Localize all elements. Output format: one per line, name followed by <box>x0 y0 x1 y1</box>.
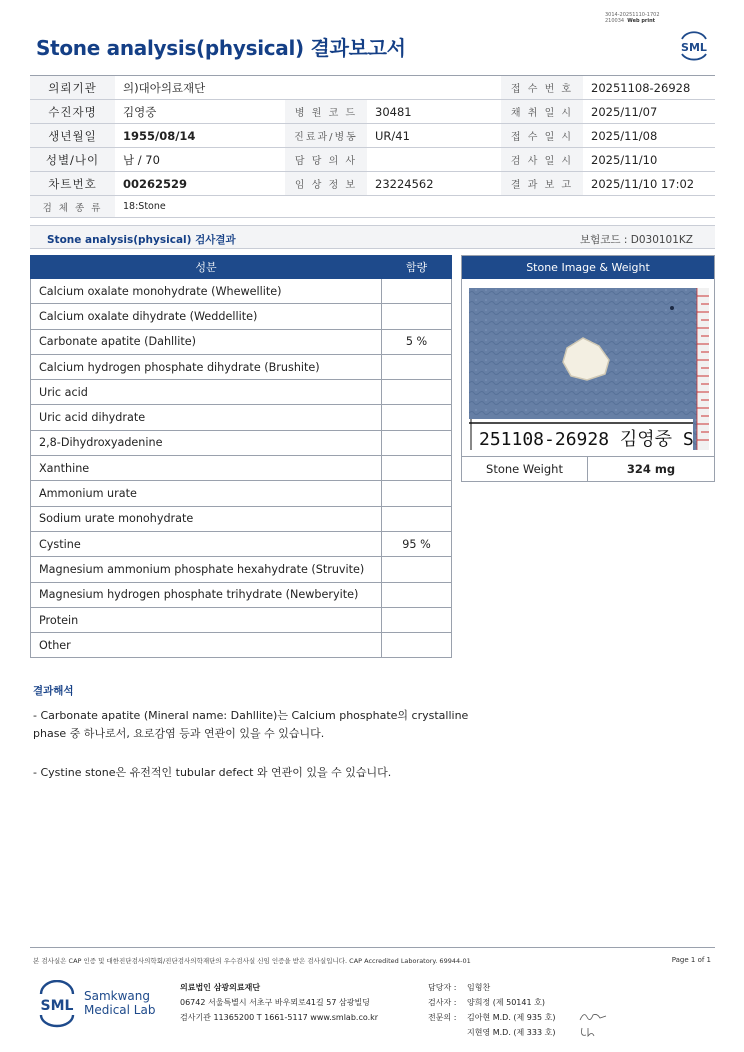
result-section-header <box>30 225 715 249</box>
component-name: Sodium urate monohydrate <box>31 506 382 531</box>
stone-panel-title: Stone Image & Weight <box>462 256 714 279</box>
component-amount: 95 % <box>382 531 452 556</box>
component-name: Carbonate apatite (Dahllite) <box>31 329 382 354</box>
patient-info-table <box>30 75 715 218</box>
doc-code-line2: 210034 <box>605 18 625 24</box>
component-amount <box>382 582 452 607</box>
brand-line: Samkwang <box>84 989 150 1003</box>
info-label: 채 취 일 시 <box>501 100 583 124</box>
info-value: 김영중 <box>115 100 285 124</box>
component-amount <box>382 430 452 455</box>
component-name: Xanthine <box>31 456 382 481</box>
table-row <box>31 380 452 405</box>
insurance-code: 보험코드 : D030101KZ <box>579 234 693 246</box>
component-amount <box>382 633 452 658</box>
svg-text:SML: SML <box>681 41 707 54</box>
staff-row <box>428 980 555 995</box>
table-row <box>31 506 452 531</box>
info-label: 생년월일 <box>30 124 115 148</box>
stone-image-panel <box>461 255 715 482</box>
staff-role: 검사자 : <box>428 998 457 1007</box>
staff-row <box>428 1010 555 1025</box>
sml-logo-icon <box>676 28 712 62</box>
component-name: Uric acid <box>31 380 382 405</box>
info-row <box>30 172 715 196</box>
table-row <box>31 607 452 632</box>
info-label: 접 수 일 시 <box>501 124 583 148</box>
staff-name: 임형찬 <box>467 983 491 992</box>
info-value: 남 / 70 <box>115 148 285 172</box>
interpretation-title: 결과해석 <box>33 685 74 697</box>
staff-name: 양희정 (제 50141 호) <box>467 998 545 1007</box>
info-label: 담 당 의 사 <box>285 148 367 172</box>
staff-role: 담당자 : <box>428 983 457 992</box>
accreditation-note: 본 검사실은 CAP 인증 및 대한진단검사의학회/진단검사의학재단의 우수검사실 신임 인증을 받은 검사실입니다. CAP Accredited Laboratory. 69944-01 <box>33 957 471 965</box>
component-amount: 5 % <box>382 329 452 354</box>
table-row <box>31 531 452 556</box>
component-column-header: 성분 <box>31 256 382 279</box>
component-name: Calcium oxalate monohydrate (Whewellite) <box>31 279 382 304</box>
info-value <box>367 148 501 172</box>
info-label: 검 체 종 류 <box>30 196 115 218</box>
stone-weight-value: 324 mg <box>626 462 676 476</box>
signature-image <box>578 1025 608 1039</box>
component-amount <box>382 557 452 582</box>
info-value: 2025/11/08 <box>583 124 715 148</box>
info-label: 병 원 코 드 <box>285 100 367 124</box>
info-label: 검 사 일 시 <box>501 148 583 172</box>
info-value: 2025/11/10 <box>583 148 715 172</box>
stone-photo-image <box>469 288 709 450</box>
org-contact: 검사기관 11365200 T 1661-5117 www.smlab.co.kr <box>180 1013 379 1022</box>
info-row <box>30 148 715 172</box>
signature-image <box>578 1009 608 1023</box>
svg-text:SML: SML <box>40 998 74 1014</box>
brand-line: Medical Lab <box>84 1003 156 1017</box>
component-amount <box>382 607 452 632</box>
doc-code-line1: 3014-20251110-1702 <box>605 12 660 18</box>
info-label: 진료과/병동 <box>285 124 367 148</box>
info-label: 차트번호 <box>30 172 115 196</box>
stone-photo <box>469 288 709 450</box>
staff-name: 김아현 M.D. (제 935 호) <box>467 1013 556 1022</box>
amount-column-header: 함량 <box>382 256 452 279</box>
component-amount <box>382 456 452 481</box>
section-title: Stone analysis(physical) 검사결과 <box>47 234 236 246</box>
table-row <box>31 304 452 329</box>
interpretation-line: - Cystine stone은 유전적인 tubular defect 와 연관이 있을 수 있습니다. <box>33 766 392 779</box>
info-value: 2025/11/10 17:02 <box>583 172 715 196</box>
table-row <box>31 582 452 607</box>
component-name: Cystine <box>31 531 382 556</box>
org-address: 06742 서울특별시 서초구 바우뫼로41길 57 삼광빌딩 <box>180 998 370 1007</box>
document-code <box>605 12 660 24</box>
table-row <box>31 633 452 658</box>
info-value: 23224562 <box>367 172 501 196</box>
stone-weight-label: Stone Weight <box>462 457 588 482</box>
info-row <box>30 100 715 124</box>
info-value: 18:Stone <box>115 196 715 218</box>
component-name: 2,8-Dihydroxyadenine <box>31 430 382 455</box>
info-value: 의)대아의료재단 <box>115 76 501 100</box>
footer-divider <box>30 947 715 948</box>
info-label: 접 수 번 호 <box>501 76 583 100</box>
table-row <box>31 456 452 481</box>
table-row <box>31 481 452 506</box>
info-value: 1955/08/14 <box>115 124 285 148</box>
component-name: Other <box>31 633 382 658</box>
table-row <box>31 405 452 430</box>
component-amount <box>382 279 452 304</box>
info-label: 결 과 보 고 <box>501 172 583 196</box>
table-row <box>31 354 452 379</box>
component-name: Calcium hydrogen phosphate dihydrate (Brushite) <box>31 354 382 379</box>
component-amount <box>382 481 452 506</box>
staff-role: 전문의 : <box>428 1013 457 1022</box>
info-row <box>30 124 715 148</box>
info-value: 2025/11/07 <box>583 100 715 124</box>
info-value: 00262529 <box>115 172 285 196</box>
component-amount <box>382 304 452 329</box>
page-number: Page 1 of 1 <box>671 956 711 964</box>
interpretation-line: - Carbonate apatite (Mineral name: Dahllite)는 Calcium phosphate의 crystalline <box>33 709 469 722</box>
info-label: 성별/나이 <box>30 148 115 172</box>
info-label: 의뢰기관 <box>30 76 115 100</box>
staff-name: 지현영 M.D. (제 333 호) <box>467 1028 556 1037</box>
component-name: Magnesium ammonium phosphate hexahydrate (Struvite) <box>31 557 382 582</box>
component-name: Calcium oxalate dihydrate (Weddellite) <box>31 304 382 329</box>
staff-row <box>428 995 555 1010</box>
brand-name <box>84 989 155 1017</box>
staff-list <box>428 980 555 1040</box>
component-amount <box>382 380 452 405</box>
report-title: Stone analysis(physical) 결과보고서 <box>36 36 406 60</box>
component-amount <box>382 354 452 379</box>
web-print-label: Web print <box>627 18 656 24</box>
table-row <box>31 279 452 304</box>
info-label: 임 상 정 보 <box>285 172 367 196</box>
info-value: 20251108-26928 <box>583 76 715 100</box>
component-name: Uric acid dihydrate <box>31 405 382 430</box>
component-amount <box>382 405 452 430</box>
component-name: Ammonium urate <box>31 481 382 506</box>
info-value: 30481 <box>367 100 501 124</box>
info-row <box>30 76 715 100</box>
sml-logo-icon <box>36 980 78 1028</box>
org-name: 의료법인 삼광의료재단 <box>180 983 261 992</box>
table-row <box>31 329 452 354</box>
organization-info <box>180 980 378 1025</box>
component-name: Magnesium hydrogen phosphate trihydrate (Newberyite) <box>31 582 382 607</box>
table-row <box>31 430 452 455</box>
info-row <box>30 196 715 218</box>
photo-label: 251108-26928 김영중 S <box>479 429 694 450</box>
composition-table <box>30 255 452 658</box>
info-value: UR/41 <box>367 124 501 148</box>
component-name: Protein <box>31 607 382 632</box>
component-amount <box>382 506 452 531</box>
table-row <box>31 557 452 582</box>
info-label: 수진자명 <box>30 100 115 124</box>
interpretation-line: phase 중 하나로서, 요로감염 등과 연관이 있을 수 있습니다. <box>33 727 325 740</box>
stone-weight-row <box>462 456 714 482</box>
staff-row <box>428 1025 555 1040</box>
